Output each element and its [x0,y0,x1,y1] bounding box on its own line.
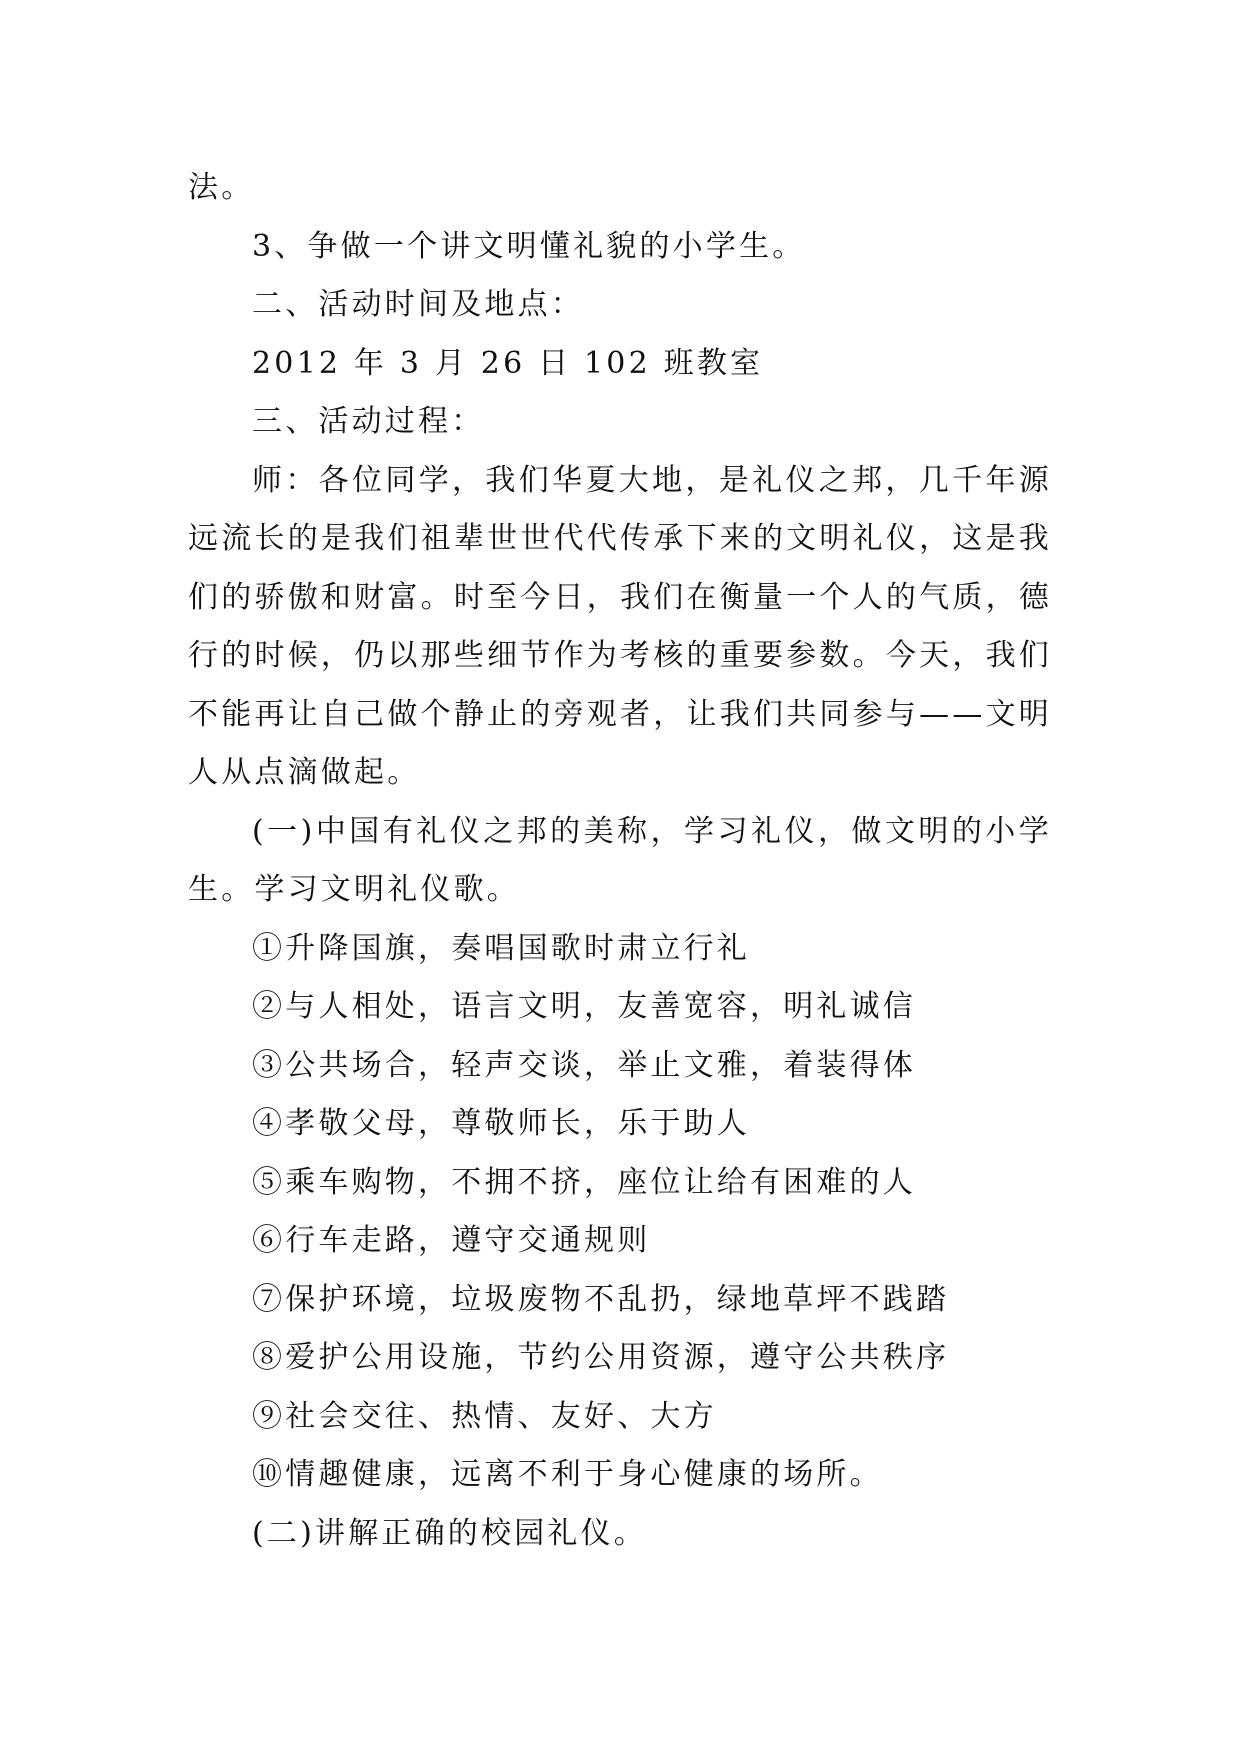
list-item: ②与人相处，语言文明，友善宽容，明礼诚信 [252,989,916,1024]
etiquette-song-list [188,920,1052,1505]
list-item: ⑩情趣健康，远离不利于身心健康的场所。 [252,1457,883,1492]
subsection-two-heading: (二)讲解正确的校园礼仪。 [252,1515,648,1551]
teacher-intro-paragraph: 师：各位同学，我们华夏大地，是礼仪之邦，几千年源远流长的是我们祖辈世世代代传承下来的文明礼仪，这是我们的骄傲和财富。时至今日，我们在衡量一个人的气质，德行的时候，仍以那些细节作为考核的重要参数。今天，我们不能再让自己做个静止的旁观者，让我们共同参与——文明人从点滴做起。 [188,462,1052,790]
subsection-one-paragraph: (一)中国有礼仪之邦的美称，学习礼仪，做文明的小学生。学习文明礼仪歌。 [188,813,1052,907]
document-body [188,159,1052,1563]
paragraph-continuation: 法。 [188,170,255,205]
list-item: ⑥行车走路，遵守交通规则 [252,1223,651,1258]
list-item: ③公共场合，轻声交谈，举止文雅，着装得体 [252,1047,916,1083]
list-item: ⑤乘车购物，不拥不挤，座位让给有困难的人 [252,1164,916,1200]
list-item: ⑧爱护公用设施，节约公用资源，遵守公共秩序 [252,1340,950,1375]
list-item: ④孝敬父母，尊敬师长，乐于助人 [252,1106,750,1141]
time-place-value: 2012 年 3 月 26 日 102 班教室 [252,345,764,381]
list-item: ⑨社会交往、热情、友好、大方 [252,1398,717,1434]
goal-item-3: 3、争做一个讲文明懂礼貌的小学生。 [252,228,806,264]
list-item: ①升降国旗，奏唱国歌时肃立行礼 [252,930,750,966]
section-heading-process: 三、活动过程： [252,404,485,439]
list-item: ⑦保护环境，垃圾废物不乱扔，绿地草坪不践踏 [252,1281,950,1317]
section-heading-time-place: 二、活动时间及地点： [252,287,584,322]
